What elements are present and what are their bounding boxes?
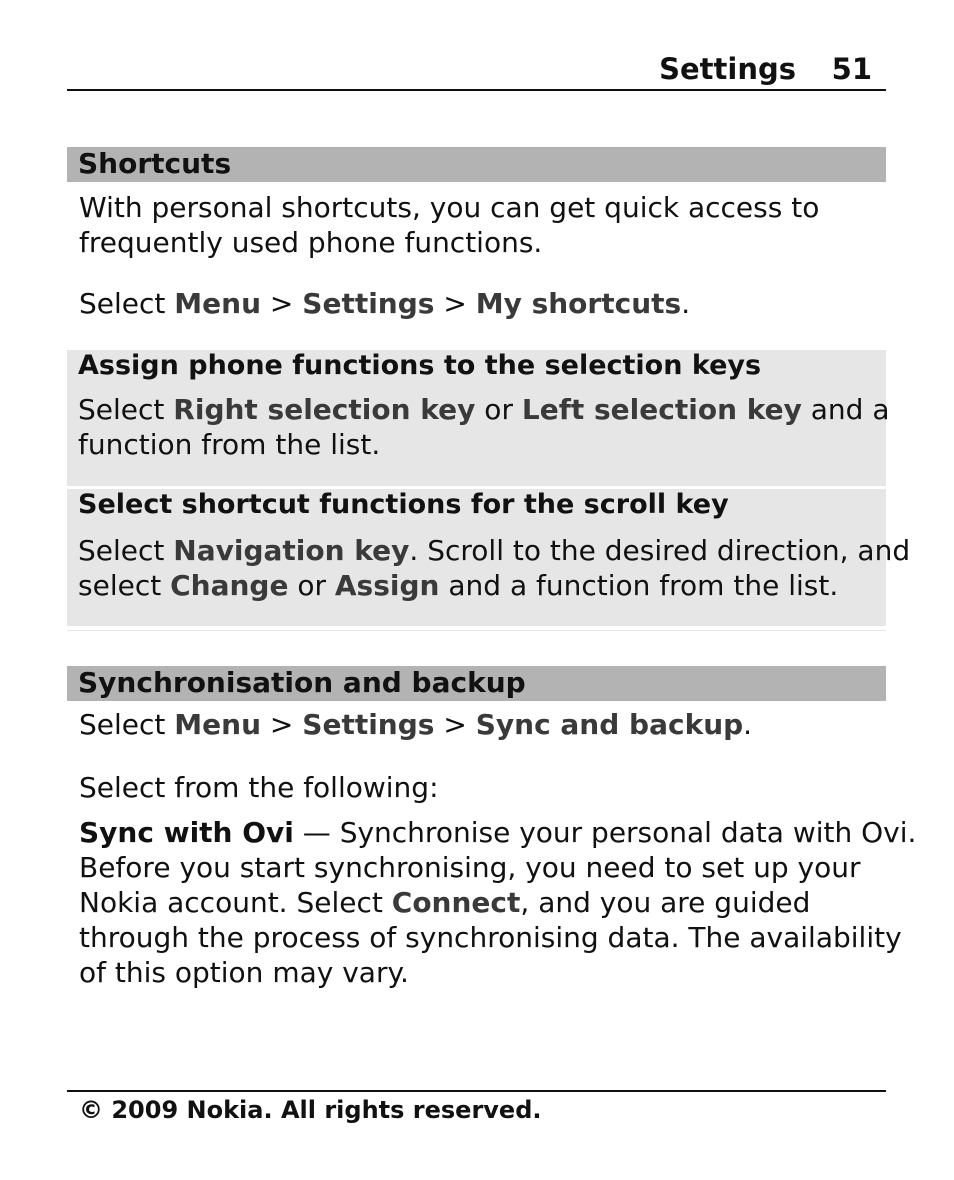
settings-keyword: Settings xyxy=(302,287,435,320)
scroll-key-text: Select Navigation key. Scroll to the desired direction, and select Change or Assign and a function from the list. xyxy=(78,534,911,602)
selection-keys-title: Assign phone functions to the selection keys xyxy=(78,350,762,381)
sync-select-from: Select from the following: xyxy=(79,771,439,804)
shortcuts-intro xyxy=(79,190,879,260)
path-select-text: Select xyxy=(79,287,175,320)
shortcuts-intro-line-1: With personal shortcuts, you can get quick access to xyxy=(79,191,820,224)
scroll-key-box xyxy=(67,489,911,626)
running-header-title: Settings xyxy=(659,52,796,86)
page-number: 51 xyxy=(831,52,872,86)
menu-keyword: Menu xyxy=(174,708,262,741)
settings-keyword: Settings xyxy=(302,708,435,741)
path-separator: > xyxy=(434,287,476,320)
right-selection-key-keyword: Right selection key xyxy=(173,393,476,426)
assign-keyword: Assign xyxy=(334,569,440,602)
selection-keys-box xyxy=(67,350,890,486)
shortcuts-intro-line-2: frequently used phone functions. xyxy=(79,226,543,259)
sync-heading: Synchronisation and backup xyxy=(67,666,886,701)
path-separator: > xyxy=(261,287,303,320)
footer-rule xyxy=(67,1090,886,1092)
change-keyword: Change xyxy=(170,569,289,602)
shortcuts-menu-path xyxy=(79,286,879,321)
shortcuts-heading: Shortcuts xyxy=(67,147,886,182)
box-divider xyxy=(67,630,886,631)
navigation-key-keyword: Navigation key xyxy=(173,534,410,567)
sync-menu-path: Select Menu > Settings > Sync and backup. xyxy=(79,708,753,741)
selection-keys-text: Select Right selection key or Left selection key and a function from the list. xyxy=(78,393,890,461)
header-rule xyxy=(67,89,886,91)
left-selection-key-keyword: Left selection key xyxy=(521,393,802,426)
scroll-key-title: Select shortcut functions for the scroll key xyxy=(78,489,729,520)
path-end: . xyxy=(681,287,691,320)
sync-with-ovi-label: Sync with Ovi xyxy=(79,816,294,849)
sync-and-backup-keyword: Sync and backup xyxy=(475,708,744,741)
sync-with-ovi-description: Sync with Ovi — Synchronise your personal data with Ovi. Before you start synchronising, you need to set up your Nokia account. Select Connect, and you are guided through the process of synchronising data. The availability of this option may vary. xyxy=(79,816,917,989)
menu-keyword: Menu xyxy=(174,287,262,320)
copyright-notice: © 2009 Nokia. All rights reserved. xyxy=(79,1096,542,1124)
connect-keyword: Connect xyxy=(391,886,521,919)
my-shortcuts-keyword: My shortcuts xyxy=(475,287,682,320)
